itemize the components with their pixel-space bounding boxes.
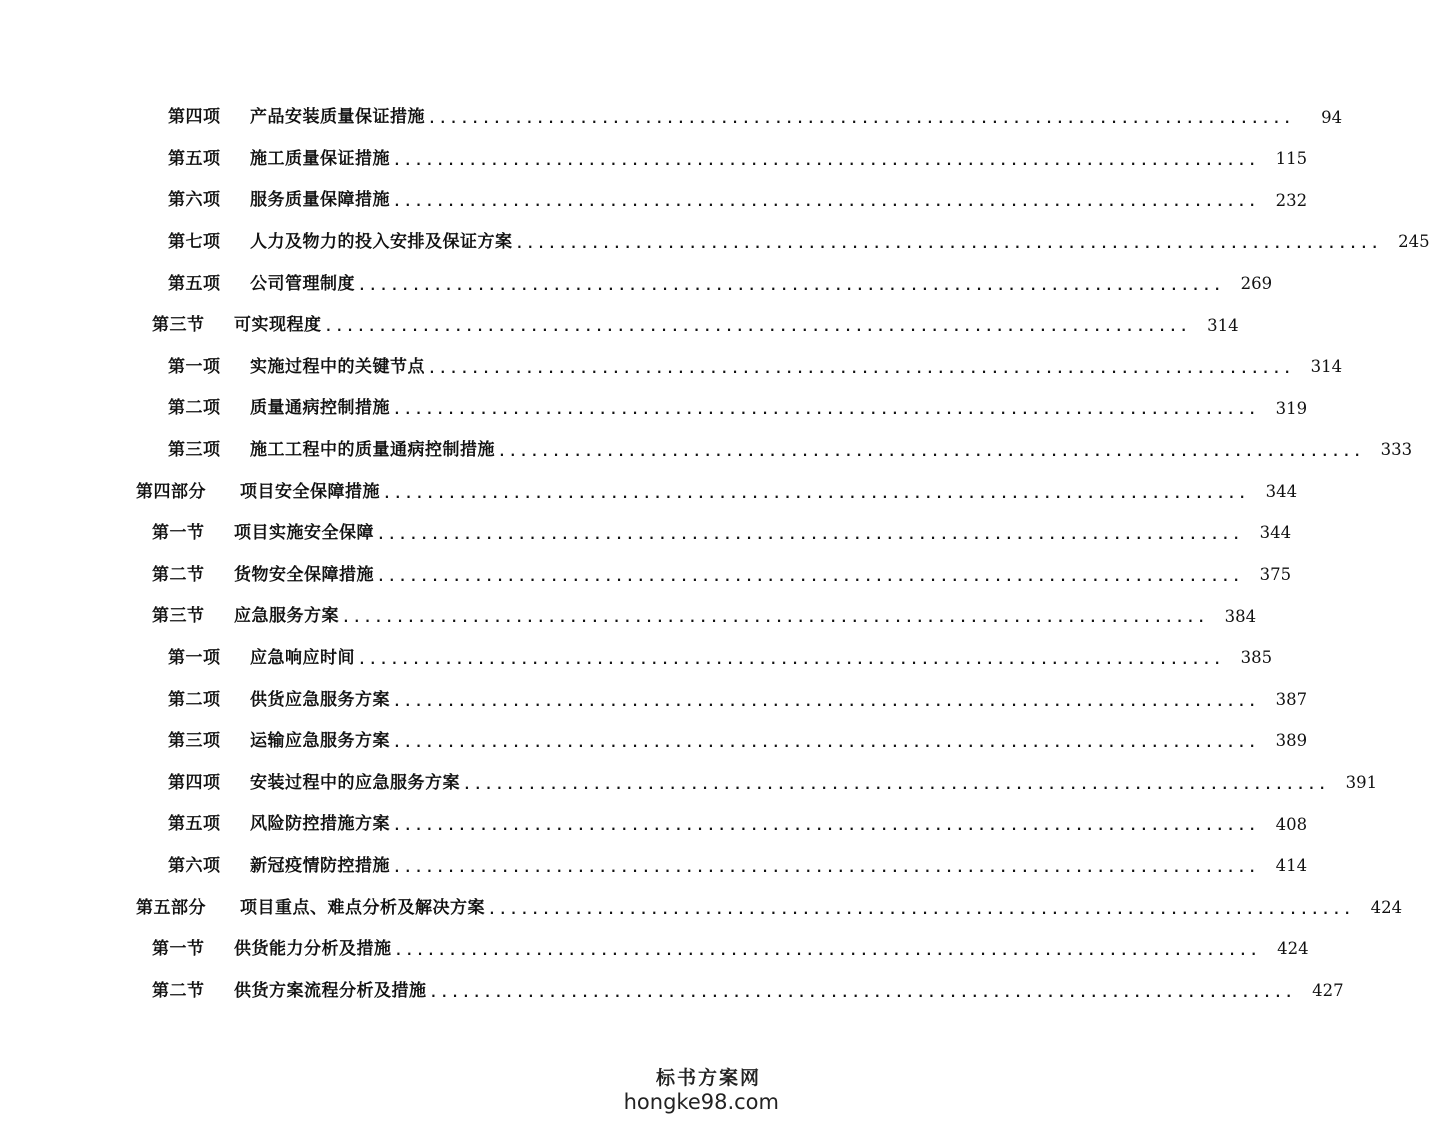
toc-entry-number: 第三项 [168,731,221,752]
toc-entry-page: 344 [1259,523,1292,543]
toc-entry-page: 232 [1275,190,1308,210]
toc-entry-title: 公司管理制度 [250,273,355,294]
toc-entry[interactable] [0,679,1308,721]
toc-entry-title: 施工工程中的质量通病控制措施 [250,440,495,461]
toc-entry-title: 运输应急服务方案 [250,731,390,752]
toc-entry-title: 项目安全保障措施 [240,481,380,502]
toc-entry[interactable] [0,555,1292,597]
toc-entry-number: 第二项 [168,398,221,419]
toc-entry-number: 第六项 [168,855,221,876]
toc-entry-page: 245 [1398,232,1430,252]
toc-entry-page: 319 [1275,398,1308,418]
toc-entry-title: 项目实施安全保障 [234,523,374,544]
toc-entry-title: 风险防控措施方案 [250,814,390,835]
toc-entry-page: 384 [1224,606,1257,626]
toc-entry[interactable] [0,721,1308,763]
toc-entry-number: 第二项 [168,689,221,710]
toc-entry-number: 第五项 [168,273,221,294]
toc-entry-number: 第一项 [168,356,221,377]
dot-leader: ................................................................................ [428,361,1295,377]
toc-entry-page: 314 [1207,315,1239,335]
toc-entry-page: 391 [1345,773,1378,793]
dot-leader: ................................................................................ [324,320,1191,336]
watermark-site-url: hongke98.com [623,1090,779,1114]
toc-entry-page: 375 [1259,565,1292,585]
toc-entry[interactable] [0,222,1430,264]
toc-entry-title: 质量通病控制措施 [250,398,390,419]
toc-entry-page: 94 [1321,107,1343,127]
dot-leader: ................................................................................ [394,944,1261,960]
toc-entry[interactable] [0,430,1413,472]
toc-entry-title: 产品安装质量保证措施 [250,107,425,128]
toc-entry-title: 应急服务方案 [234,606,339,627]
toc-entry-title: 新冠疫情防控措施 [250,855,390,876]
dot-leader: ................................................................................ [393,694,1260,710]
toc-entry-page: 427 [1312,981,1344,1001]
toc-entry-number: 第三节 [152,315,205,336]
toc-entry-number: 第七项 [168,232,221,253]
toc-entry-page: 344 [1265,481,1298,501]
toc-entry-page: 314 [1310,357,1343,377]
toc-entry-title: 施工质量保证措施 [250,148,390,169]
toc-entry-number: 第二节 [152,564,205,585]
toc-entry-title: 项目重点、难点分析及解决方案 [240,897,485,918]
toc-entry-page: 424 [1277,939,1309,959]
toc-entry-number: 第五部分 [136,897,206,918]
dot-leader: ................................................................................ [393,860,1260,876]
toc-entry-page: 414 [1275,856,1308,876]
dot-leader: ................................................................................ [428,112,1295,128]
toc-entry[interactable] [0,887,1403,929]
dot-leader: ................................................................................ [393,403,1260,419]
toc-entry-number: 第五项 [168,814,221,835]
dot-leader: ................................................................................ [377,528,1244,544]
toc-entry-number: 第一节 [152,523,205,544]
toc-entry-title: 人力及物力的投入安排及保证方案 [250,232,513,253]
dot-leader: ................................................................................ [498,445,1365,461]
toc-entry[interactable] [0,471,1298,513]
toc-entry[interactable] [0,263,1273,305]
toc-entry-title: 服务质量保障措施 [250,190,390,211]
dot-leader: ................................................................................ [488,902,1355,918]
toc-entry-number: 第二节 [152,980,205,1001]
toc-entry-number: 第四项 [168,107,221,128]
dot-leader: ................................................................................ [393,195,1260,211]
toc-entry[interactable] [0,513,1292,555]
toc-entry-number: 第五项 [168,148,221,169]
dot-leader: ................................................................................ [515,237,1382,253]
toc-entry-title: 货物安全保障措施 [234,564,374,585]
dot-leader: ................................................................................ [393,153,1260,169]
dot-leader: ................................................................................ [358,653,1225,669]
dot-leader: ................................................................................ [463,777,1330,793]
toc-entry-number: 第六项 [168,190,221,211]
watermark-site-name: 标书方案网 [655,1067,761,1089]
toc-entry-number: 第一节 [152,939,205,960]
toc-entry-number: 第三节 [152,606,205,627]
toc-entry-title: 供货应急服务方案 [250,689,390,710]
toc-entry-page: 269 [1240,273,1273,293]
toc-entry[interactable] [0,180,1308,222]
toc-entry[interactable] [0,596,1257,638]
dot-leader: ................................................................................ [342,611,1209,627]
toc-entry-page: 389 [1275,731,1308,751]
toc-entry-title: 可实现程度 [234,315,322,336]
toc-entry[interactable] [0,305,1239,347]
toc-entry-page: 385 [1240,648,1273,668]
toc-entry-page: 333 [1380,440,1413,460]
toc-entry[interactable] [0,929,1309,971]
toc-entry[interactable] [0,763,1378,805]
toc-entry[interactable] [0,388,1308,430]
toc-entry-page: 424 [1370,897,1403,917]
toc-entry-title: 应急响应时间 [250,648,355,669]
toc-entry[interactable] [0,638,1273,680]
dot-leader: ................................................................................ [393,736,1260,752]
site-watermark [624,1063,779,1114]
toc-entry-title: 实施过程中的关键节点 [250,356,425,377]
toc-entry-page: 115 [1275,149,1308,169]
toc-entry-number: 第一项 [168,648,221,669]
dot-leader: ................................................................................ [393,819,1260,835]
toc-entry[interactable] [0,804,1308,846]
dot-leader: ................................................................................ [429,985,1296,1001]
toc-entry[interactable] [0,970,1344,1012]
toc-entry-number: 第四项 [168,772,221,793]
dot-leader: ................................................................................ [383,486,1250,502]
table-of-contents [0,97,1430,1012]
toc-entry[interactable] [0,97,1343,139]
toc-entry-page: 387 [1275,689,1308,709]
toc-entry[interactable] [0,846,1308,888]
toc-entry[interactable] [0,347,1343,389]
toc-entry[interactable] [0,139,1308,181]
toc-entry-title: 供货方案流程分析及措施 [234,980,427,1001]
toc-entry-title: 安装过程中的应急服务方案 [250,772,460,793]
dot-leader: ................................................................................ [358,278,1225,294]
toc-entry-title: 供货能力分析及措施 [234,939,392,960]
toc-entry-number: 第三项 [168,440,221,461]
toc-entry-page: 408 [1275,814,1308,834]
toc-entry-number: 第四部分 [136,481,206,502]
dot-leader: ................................................................................ [377,569,1244,585]
